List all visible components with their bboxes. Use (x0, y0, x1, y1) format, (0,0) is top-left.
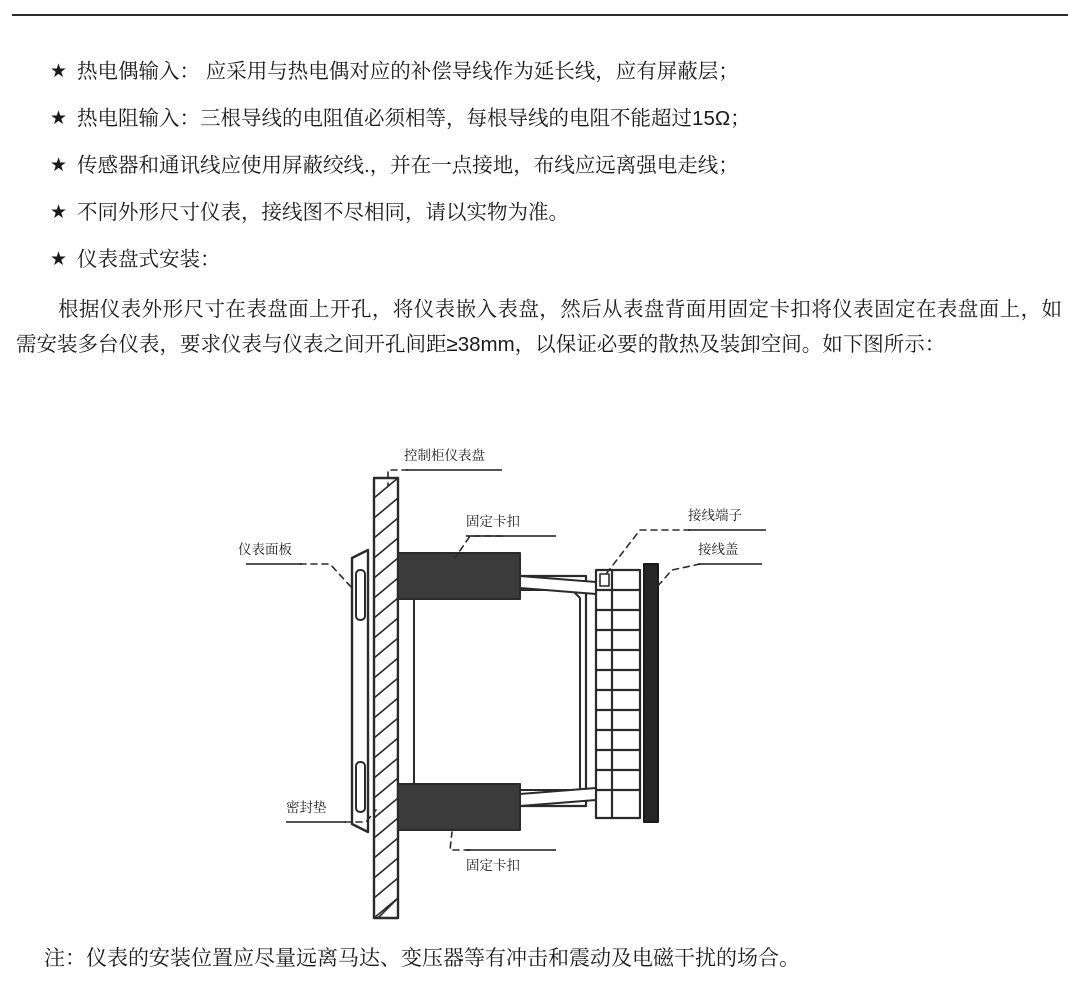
list-item (50, 189, 1050, 236)
label-clip-top: 固定卡扣 (466, 514, 520, 529)
star-icon: ★ (50, 249, 68, 270)
list-item (50, 95, 1050, 142)
label-wiring-cover: 接线盖 (698, 542, 739, 557)
footer-note: 注：仪表的安装位置应尽量远离马达、变压器等有冲击和震动及电磁干扰的场合。 (44, 947, 800, 970)
list-item (50, 236, 1050, 283)
list-item (50, 142, 1050, 189)
list-item-label: 传感器和通讯线应使用屏蔽绞线.，并在一点接地，布线应远离强电走线； (77, 154, 739, 177)
bullet-list (50, 48, 1050, 283)
list-item-label: 不同外形尺寸仪表，接线图不尽相同，请以实物为准。 (77, 201, 570, 224)
label-seal-gasket: 密封垫 (286, 800, 327, 815)
list-item-label: 热电偶输入： 应采用与热电偶对应的补偿导线作为延长线，应有屏蔽层； (77, 60, 739, 83)
label-meter-panel: 仪表面板 (238, 542, 292, 557)
list-item-label: 仪表盘式安装： (77, 248, 221, 271)
diagram-svg (0, 412, 1080, 922)
panel-mount-diagram (0, 412, 1080, 922)
label-clip-bottom: 固定卡扣 (466, 858, 520, 873)
list-item-label: 热电阻输入：三根导线的电阻值必须相等，每根导线的电阻不能超过15Ω； (77, 107, 751, 130)
top-divider (12, 14, 1068, 16)
list-item (50, 48, 1050, 95)
label-panel-cabinet: 控制柜仪表盘 (404, 448, 485, 463)
label-terminal-block: 接线端子 (688, 508, 742, 523)
star-icon: ★ (50, 155, 68, 176)
body-paragraph: 根据仪表外形尺寸在表盘面上开孔，将仪表嵌入表盘，然后从表盘背面用固定卡扣将仪表固定在表盘面上，如需安装多台仪表，要求仪表与仪表之间开孔间距≥38mm，以保证必要的散热及装卸空间。如下图所示： (16, 298, 1062, 356)
star-icon: ★ (50, 202, 68, 223)
star-icon: ★ (50, 108, 68, 129)
star-icon: ★ (50, 61, 68, 82)
